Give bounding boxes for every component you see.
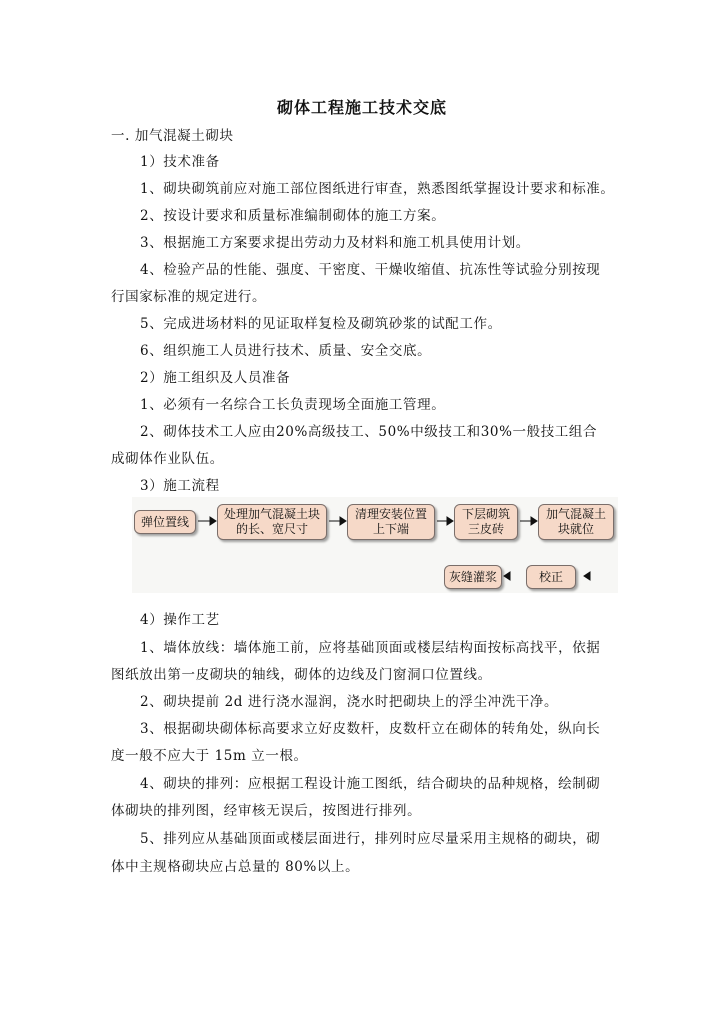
arrow-2-to-3-icon <box>329 517 346 525</box>
paragraph-line: 2、按设计要求和质量标准编制砌体的施工方案。 <box>140 208 446 224</box>
flow-step-6-label: 校正 <box>538 569 563 584</box>
subsection-heading: 2）施工组织及人员准备 <box>140 370 291 386</box>
paragraph-line: 体砌块的排列图，经审核无误后，按图进行排列。 <box>111 803 422 819</box>
paragraph-line: 3、根据施工方案要求提出劳动力及材料和施工机具使用计划。 <box>140 235 530 251</box>
subsection-heading: 4）操作工艺 <box>140 612 220 628</box>
flow-step-4-line-2: 三皮砖 <box>467 522 504 536</box>
flow-step-7-label: 灰缝灌浆 <box>448 569 497 584</box>
paragraph-line: 5、排列应从基础顶面或楼层面进行，排列时应尽量采用主规格的砌块，砌 <box>140 831 601 847</box>
subsection-heading: 3）施工流程 <box>140 478 220 494</box>
page-title: 砌体工程施工技术交底 <box>276 98 447 117</box>
flow-step-3-line-1: 清理安装位置 <box>354 507 427 521</box>
paragraph-line: 行国家标准的规定进行。 <box>111 289 267 305</box>
subsection-heading: 1）技术准备 <box>140 154 220 170</box>
paragraph-line: 4、检验产品的性能、强度、干密度、干燥收缩值、抗冻性等试验分别按现 <box>140 262 601 278</box>
construction-flowchart <box>132 497 618 593</box>
flow-step-1-label: 弹位置线 <box>140 514 189 529</box>
flow-arrows <box>132 497 618 593</box>
arrow-1-to-2-icon <box>198 517 216 525</box>
paragraph-line: 体中主规格砌块应占总量的 80%以上。 <box>111 859 360 875</box>
arrow-3-to-4-icon <box>437 517 453 525</box>
paragraph-line: 2、砌块提前 2d 进行浇水湿润，浇水时把砌块上的浮尘冲洗干净。 <box>140 694 559 710</box>
paragraph-line: 2、砌体技术工人应由20%高级技工、50%中级技工和30%一般技工组合 <box>140 424 598 440</box>
paragraph-line: 图纸放出第一皮砌块的轴线，砌体的边线及门窗洞口位置线。 <box>111 667 492 683</box>
arrow-6-to-7-icon <box>504 572 510 580</box>
section-heading: 一. 加气混凝土砌块 <box>111 128 234 144</box>
arrow-5-to-6-icon <box>584 572 590 580</box>
flow-step-3-line-2: 上下端 <box>372 522 409 536</box>
paragraph-line: 1、墙体放线：墙体施工前，应将基础顶面或楼层结构面按标高找平，依据 <box>140 640 601 656</box>
flow-step-5-line-1: 加气混凝土 <box>545 507 606 521</box>
paragraph-line: 成砌体作业队伍。 <box>111 451 224 467</box>
paragraph-line: 1、砌块砌筑前应对施工部位图纸进行审查，熟悉图纸掌握设计要求和标准。 <box>140 181 615 197</box>
paragraph-line: 4、砌块的排列：应根据工程设计施工图纸，结合砌块的品种规格，绘制砌 <box>140 776 601 792</box>
paragraph-line: 5、完成进场材料的见证取样复检及砌筑砂浆的试配工作。 <box>140 316 502 332</box>
flow-step-2-line-2: 的长、宽尺寸 <box>235 522 308 536</box>
flow-step-5-line-2: 块就位 <box>557 522 594 536</box>
paragraph-line: 度一般不应大于 15m 立一根。 <box>111 748 308 764</box>
flow-step-4-line-1: 下层砌筑 <box>461 507 510 521</box>
arrow-4-to-5-icon <box>520 517 537 525</box>
paragraph-line: 6、组织施工人员进行技术、质量、安全交底。 <box>140 343 432 359</box>
paragraph-line: 3、根据砌块砌体标高要求立好皮数杆，皮数杆立在砌体的转角处，纵向长 <box>140 721 601 737</box>
paragraph-line: 1、必须有一名综合工长负责现场全面施工管理。 <box>140 397 446 413</box>
flow-step-2-line-1: 处理加气混凝土块 <box>223 507 320 521</box>
